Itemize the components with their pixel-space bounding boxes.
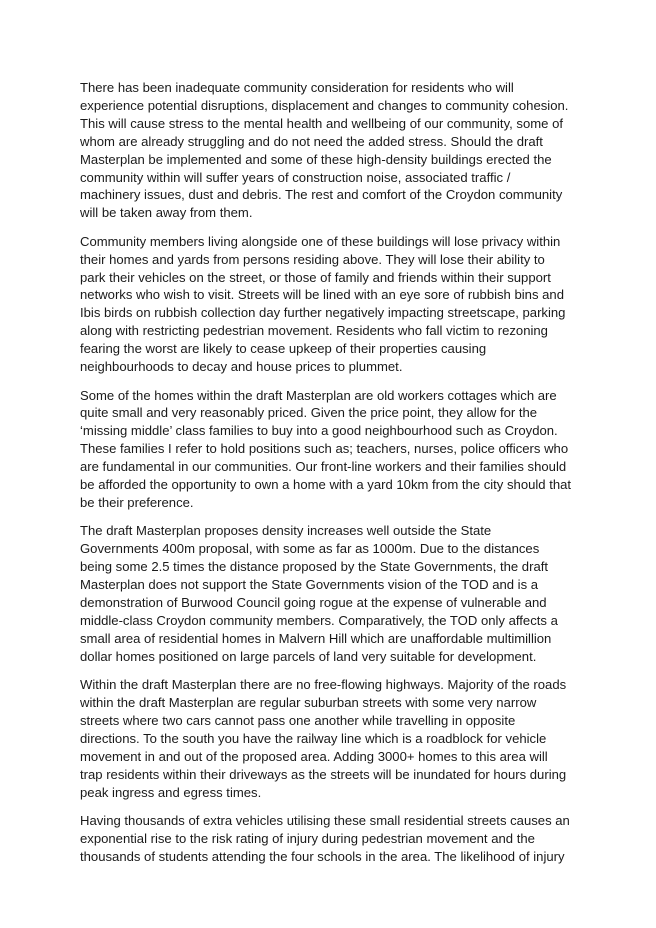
paragraph-roads-traffic: Within the draft Masterplan there are no free-flowing highways. Majority of the roads within the draft Masterplan are regular suburban streets with some very narrow streets where two cars cannot pass one another while travelling in opposite directions. To the south you have the railway line which is a roadblock for vehicle movement in and out of the proposed area. Adding 3000+ homes to this area will trap residents within their driveways as the streets will be inundated for hours during peak ingress and egress times. [80, 677, 567, 800]
document-body [80, 79, 580, 876]
paragraph-density-distance: The draft Masterplan proposes density increases well outside the State Governments 400m proposal, with some as far as 1000m. Due to the distances being some 2.5 times the distance proposed by the State Governments, the draft Masterplan does not support the State Governments vision of the TOD and is a demonstration of Burwood Council going rogue at the expense of vulnerable and middle-class Croydon community members. Comparatively, the TOD only affects a small area of residential homes in Malvern Hill which are unaffordable multimillion dollar homes positioned on large parcels of land very suitable for development. [80, 523, 558, 664]
paragraph-pedestrian-risk: Having thousands of extra vehicles utilising these small residential streets causes an exponential rise to the risk rating of injury during pedestrian movement and the thousands of students attending the four schools in the area. The likelihood of injury [80, 812, 570, 864]
paragraph-workers-cottages: Some of the homes within the draft Masterplan are old workers cottages which are quite small and very reasonably priced. Given the price point, they allow for the ‘missing middle’ class families to buy into a good neighbourhood such as Croydon. These families I refer to hold positions such as; teachers, nurses, police officers who are fundamental in our communities. Our front-line workers and their families should be afforded the opportunity to own a home with a yard 10km from the city should that be their preference. [80, 387, 572, 510]
paragraph-community-disruption: There has been inadequate community consideration for residents who will experience potential disruptions, displacement and changes to community cohesion. This will cause stress to the mental health and wellbeing of our community, some of whom are already struggling and do not need the added stress. Should the draft Masterplan be implemented and some of these high-density buildings erected the community within will suffer years of construction noise, associated traffic / machinery issues, dust and debris. The rest and comfort of the Croydon community will be taken away from them. [80, 80, 569, 221]
paragraph-privacy-parking: Community members living alongside one of these buildings will lose privacy within their homes and yards from persons residing above. They will lose their ability to park their vehicles on the street, or those of family and friends within their support networks who wish to visit. Streets will be lined with an eye sore of rubbish bins and Ibis birds on rubbish collection day further negatively impacting streetscape, parking along with restricting pedestrian movement. Residents who fall victim to rezoning fearing the worst are likely to cease upkeep of their properties causing neighbourhoods to decay and house prices to plummet. [80, 233, 566, 375]
